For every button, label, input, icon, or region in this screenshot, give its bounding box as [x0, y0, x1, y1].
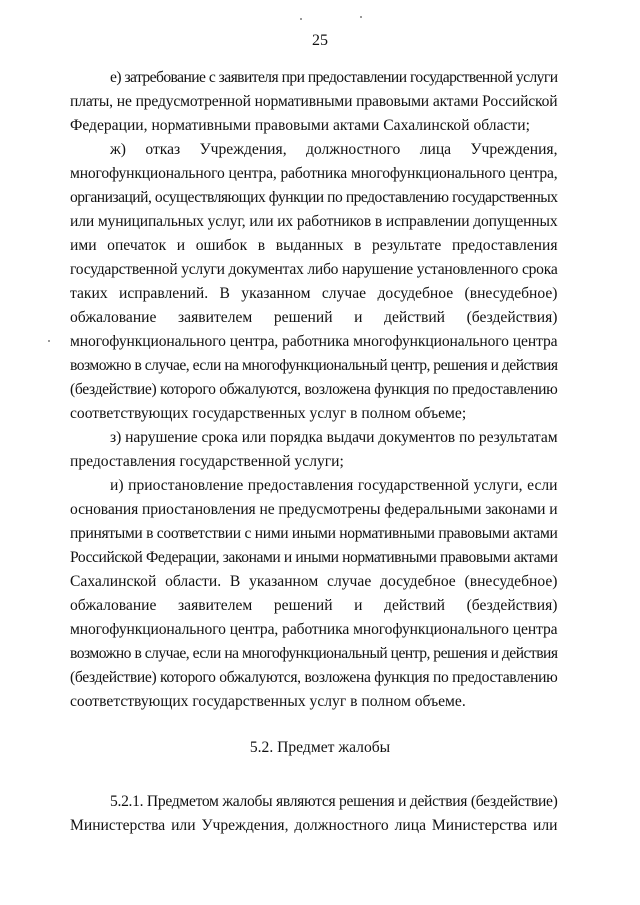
text-line-content: соответствующих государственных услуг в полном объеме; [70, 405, 467, 422]
scan-speck [300, 18, 302, 20]
text-line [70, 816, 558, 836]
text-line-content: основания приостановления не предусмотрены федеральными законами и [70, 501, 558, 518]
text-line-content: возможно в случае, если на многофункциональный центр, решения и действия [70, 357, 558, 374]
text-line-content: многофункционального центра, работника многофункционального центра [70, 333, 558, 350]
text-line [70, 116, 558, 136]
text-line-content: соответствующих государственных услуг в полном объеме. [70, 693, 466, 710]
scan-speck [48, 340, 50, 342]
text-line [70, 188, 558, 208]
text-line-content: возможно в случае, если на многофункциональный центр, решения и действия [70, 645, 558, 662]
text-line [70, 332, 558, 352]
text-line [70, 692, 558, 712]
text-line-content: (бездействие) которого обжалуются, возложена функция по предоставлению [70, 381, 558, 398]
text-line-content: многофункционального центра, работника многофункционального центра [70, 621, 558, 638]
text-line [70, 356, 558, 376]
text-line-content: ж) отказ Учреждения, должностного лица Учреждения, [110, 141, 558, 158]
text-line [70, 596, 558, 616]
page-number: 25 [312, 32, 328, 49]
text-line [70, 620, 558, 640]
text-line [70, 380, 558, 400]
text-line [70, 452, 558, 472]
text-line-content: ими опечаток и ошибок в выданных в результате предоставления [70, 237, 558, 254]
text-line-content: з) нарушение срока или порядка выдачи документов по результатам [110, 429, 558, 446]
scan-speck [360, 16, 362, 18]
text-line-content: таких исправлений. В указанном случае досудебное (внесудебное) [70, 285, 558, 302]
text-line-content: или муниципальных услуг, или их работников в исправлении допущенных [70, 213, 558, 230]
text-line [70, 500, 558, 520]
text-line [70, 668, 558, 688]
text-line [70, 92, 558, 112]
text-line [110, 140, 558, 160]
text-line-content: предоставления государственной услуги; [70, 453, 344, 470]
text-line [70, 260, 558, 280]
section-heading: 5.2. Предмет жалобы [249, 739, 391, 756]
text-line [70, 548, 558, 568]
text-line-content: Сахалинской области. В указанном случае досудебное (внесудебное) [70, 573, 558, 590]
text-line [110, 428, 558, 448]
text-line [70, 404, 558, 424]
text-line-content: Российской Федерации, законами и иными нормативными правовыми актами [70, 549, 558, 566]
text-line-content: 5.2.1. Предметом жалобы являются решения и действия (бездействие) [110, 793, 558, 810]
text-line [70, 572, 558, 592]
text-line-content: Министерства или Учреждения, должностного лица Министерства или [70, 817, 558, 834]
text-line [70, 236, 558, 256]
text-line-content: организаций, осуществляющих функции по предоставлению государственных [70, 189, 558, 206]
text-line-content: (бездействие) которого обжалуются, возложена функция по предоставлению [70, 669, 558, 686]
text-line-content: обжалование заявителем решений и действий (бездействия) [70, 309, 558, 326]
text-line-content: е) затребование с заявителя при предоставлении государственной услуги [110, 69, 558, 86]
text-line [70, 644, 558, 664]
text-line-content: платы, не предусмотренной нормативными правовыми актами Российской [70, 93, 558, 110]
text-line-content: государственной услуги документах либо нарушение установленного срока [70, 261, 558, 278]
text-line-content: обжалование заявителем решений и действий (бездействия) [70, 597, 558, 614]
text-line [70, 212, 558, 232]
text-line [110, 68, 558, 88]
text-line [110, 476, 558, 496]
text-line-content: принятыми в соответствии с ними иными нормативными правовыми актами [70, 525, 558, 542]
text-line-content: и) приостановление предоставления государственной услуги, если [110, 477, 558, 494]
text-line [70, 524, 558, 544]
text-line-content: Федерации, нормативными правовыми актами Сахалинской области; [70, 117, 530, 134]
text-line [70, 308, 558, 328]
text-line [110, 792, 558, 812]
text-line-content: многофункционального центра, работника многофункционального центра, [70, 165, 558, 182]
text-line [70, 164, 558, 184]
text-line [70, 284, 558, 304]
